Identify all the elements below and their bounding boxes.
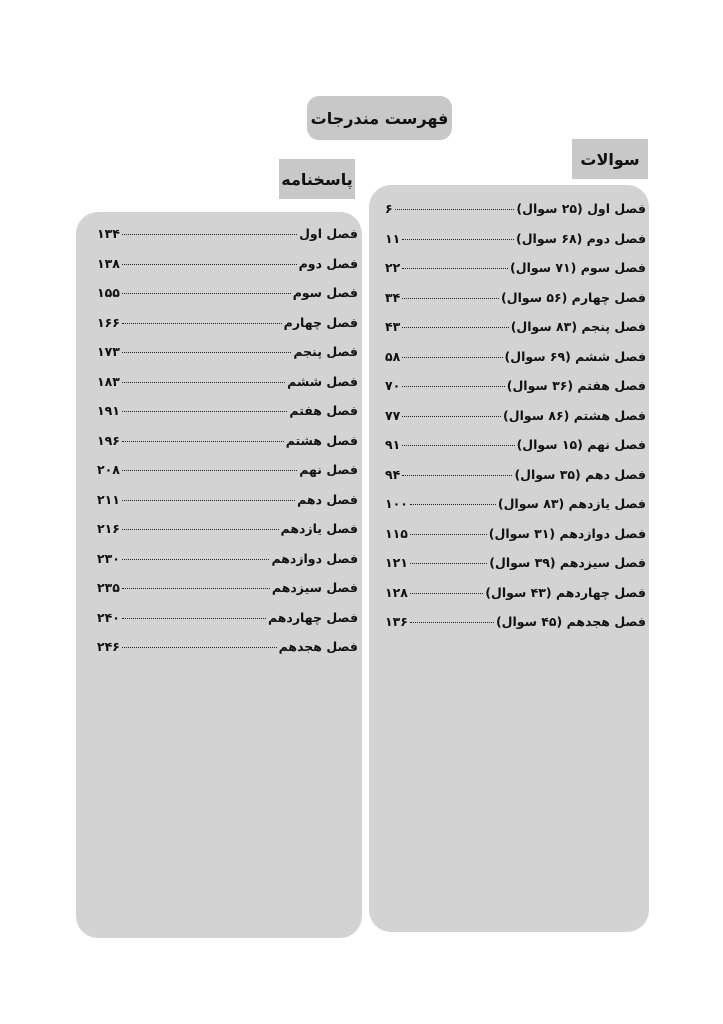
toc-entry[interactable] [97, 374, 358, 404]
toc-entry[interactable] [385, 319, 646, 349]
toc-entry-label: فصل دهم [297, 491, 358, 507]
toc-entry-label: فصل دهم (۳۵ سوال) [514, 466, 646, 482]
toc-entry-label: فصل هشتم [285, 432, 358, 448]
toc-entry-page: ۱۵۵ [97, 285, 120, 300]
toc-entry-label: فصل هشتم (۸۶ سوال) [503, 407, 646, 423]
toc-entry-page: ۲۳۵ [97, 580, 120, 595]
leader-dots [395, 209, 515, 210]
leader-dots [122, 352, 291, 353]
toc-entry-label: فصل هجدهم [278, 639, 358, 654]
leader-dots [122, 559, 270, 560]
toc-entry[interactable] [97, 226, 358, 256]
toc-entry[interactable] [385, 555, 646, 585]
toc-entry[interactable] [97, 256, 358, 286]
toc-entry-page: ۱۹۱ [97, 403, 120, 418]
leader-dots [122, 470, 297, 471]
toc-entry-label: فصل پنجم (۸۳ سوال) [510, 319, 646, 334]
toc-entry-page: ۱۲۸ [385, 584, 408, 600]
toc-entry[interactable] [97, 551, 358, 581]
toc-entry-label: فصل چهارم (۵۶ سوال) [501, 289, 646, 305]
leader-dots [402, 416, 501, 417]
toc-entry-page: ۹۴ [385, 466, 401, 482]
toc-entry[interactable] [97, 285, 358, 315]
toc-entry-page: ۷۷ [385, 407, 401, 423]
leader-dots [402, 327, 508, 328]
toc-entry-label: فصل دوازدهم [271, 550, 358, 566]
toc-entry-page: ۱۲۱ [385, 555, 408, 570]
toc-entry-label: فصل اول (۲۵ سوال) [516, 201, 646, 216]
leader-dots [410, 504, 496, 505]
toc-entry-page: ۲۴۶ [97, 639, 120, 654]
toc-entry[interactable] [385, 467, 646, 497]
questions-heading: سوالات [572, 139, 648, 179]
toc-entry-page: ۳۴ [385, 289, 401, 305]
toc-entry-page: ۱۱ [385, 230, 401, 246]
toc-entry[interactable] [97, 492, 358, 522]
toc-entry[interactable] [97, 580, 358, 610]
toc-entry-label: فصل هجدهم (۴۵ سوال) [495, 614, 646, 629]
toc-entry-label: فصل یازدهم [280, 521, 358, 536]
toc-entry-page: ۶ [385, 201, 393, 216]
leader-dots [122, 500, 295, 501]
answers-toc-list [97, 226, 358, 669]
leader-dots [122, 293, 291, 294]
leader-dots [402, 475, 512, 476]
toc-entry-label: فصل دوم [298, 255, 358, 271]
toc-entry-label: فصل هفتم [289, 403, 358, 418]
toc-entry-label: فصل نهم [299, 462, 358, 477]
toc-entry[interactable] [385, 614, 646, 644]
toc-entry[interactable] [97, 433, 358, 463]
toc-entry-label: فصل چهاردهم (۴۳ سوال) [485, 584, 646, 600]
toc-entry-page: ۵۸ [385, 348, 401, 364]
toc-entry-label: فصل هفتم (۳۶ سوال) [506, 378, 646, 393]
leader-dots [122, 441, 284, 442]
leader-dots [122, 323, 282, 324]
leader-dots [402, 239, 514, 240]
toc-entry-page: ۱۱۵ [385, 525, 408, 541]
toc-entry-page: ۱۸۳ [97, 373, 120, 389]
toc-entry[interactable] [97, 315, 358, 345]
leader-dots [410, 622, 494, 623]
toc-entry[interactable] [97, 639, 358, 669]
toc-entry[interactable] [97, 462, 358, 492]
leader-dots [122, 588, 270, 589]
toc-entry-page: ۱۰۰ [385, 496, 408, 511]
toc-entry-label: فصل ششم (۶۹ سوال) [504, 348, 646, 364]
leader-dots [122, 529, 279, 530]
toc-entry-label: فصل سوم (۷۱ سوال) [510, 260, 646, 275]
toc-entry-page: ۱۶۶ [97, 314, 120, 330]
toc-entry[interactable] [385, 201, 646, 231]
toc-entry[interactable] [385, 526, 646, 556]
toc-entry-page: ۱۳۴ [97, 226, 120, 241]
toc-entry-label: فصل دوم (۶۸ سوال) [515, 230, 646, 246]
toc-entry-page: ۹۱ [385, 437, 401, 452]
leader-dots [410, 534, 487, 535]
toc-entry-label: فصل یازدهم (۸۳ سوال) [497, 496, 646, 511]
toc-entry[interactable] [97, 344, 358, 374]
leader-dots [402, 268, 508, 269]
leader-dots [402, 445, 514, 446]
toc-entry[interactable] [97, 610, 358, 640]
leader-dots [122, 411, 288, 412]
toc-entry-page: ۱۷۳ [97, 344, 120, 359]
leader-dots [410, 593, 483, 594]
toc-entry-label: فصل اول [299, 226, 358, 241]
toc-entry-page: ۲۰۸ [97, 462, 120, 477]
toc-entry[interactable] [97, 521, 358, 551]
toc-entry-label: فصل دوازدهم (۳۱ سوال) [488, 525, 646, 541]
leader-dots [402, 357, 502, 358]
toc-entry[interactable] [385, 349, 646, 379]
toc-entry-label: فصل سیزدهم [271, 580, 358, 595]
questions-toc-list [385, 201, 646, 644]
toc-entry[interactable] [385, 437, 646, 467]
toc-entry-label: فصل ششم [287, 373, 358, 389]
toc-entry-label: فصل پنجم [293, 344, 358, 359]
toc-entry-page: ۲۲ [385, 260, 401, 275]
toc-entry-page: ۲۴۰ [97, 609, 120, 625]
toc-entry-page: ۲۱۶ [97, 521, 120, 536]
toc-entry[interactable] [385, 260, 646, 290]
toc-entry-label: فصل چهاردهم [267, 609, 358, 625]
leader-dots [402, 386, 504, 387]
page-title: فهرست مندرجات [307, 96, 452, 140]
leader-dots [122, 234, 297, 235]
leader-dots [122, 618, 266, 619]
toc-entry-page: ۷۰ [385, 378, 401, 393]
toc-entry[interactable] [385, 231, 646, 261]
toc-entry-page: ۱۳۶ [385, 614, 408, 629]
toc-entry-label: فصل چهارم [283, 314, 358, 330]
answers-heading: پاسخنامه [279, 159, 355, 199]
leader-dots [410, 563, 487, 564]
toc-entry[interactable] [97, 403, 358, 433]
toc-entry-page: ۱۳۸ [97, 255, 120, 271]
toc-entry-page: ۲۱۱ [97, 491, 120, 507]
leader-dots [402, 298, 499, 299]
toc-entry-page: ۲۳۰ [97, 550, 120, 566]
leader-dots [122, 647, 277, 648]
toc-entry-page: ۱۹۶ [97, 432, 120, 448]
toc-entry[interactable] [385, 290, 646, 320]
toc-entry[interactable] [385, 378, 646, 408]
toc-entry[interactable] [385, 408, 646, 438]
toc-entry[interactable] [385, 585, 646, 615]
toc-entry-page: ۴۳ [385, 319, 401, 334]
toc-entry-label: فصل سوم [292, 285, 358, 300]
toc-entry[interactable] [385, 496, 646, 526]
leader-dots [122, 264, 297, 265]
toc-entry-label: فصل سیزدهم (۳۹ سوال) [489, 555, 646, 570]
toc-entry-label: فصل نهم (۱۵ سوال) [516, 437, 646, 452]
leader-dots [122, 382, 285, 383]
